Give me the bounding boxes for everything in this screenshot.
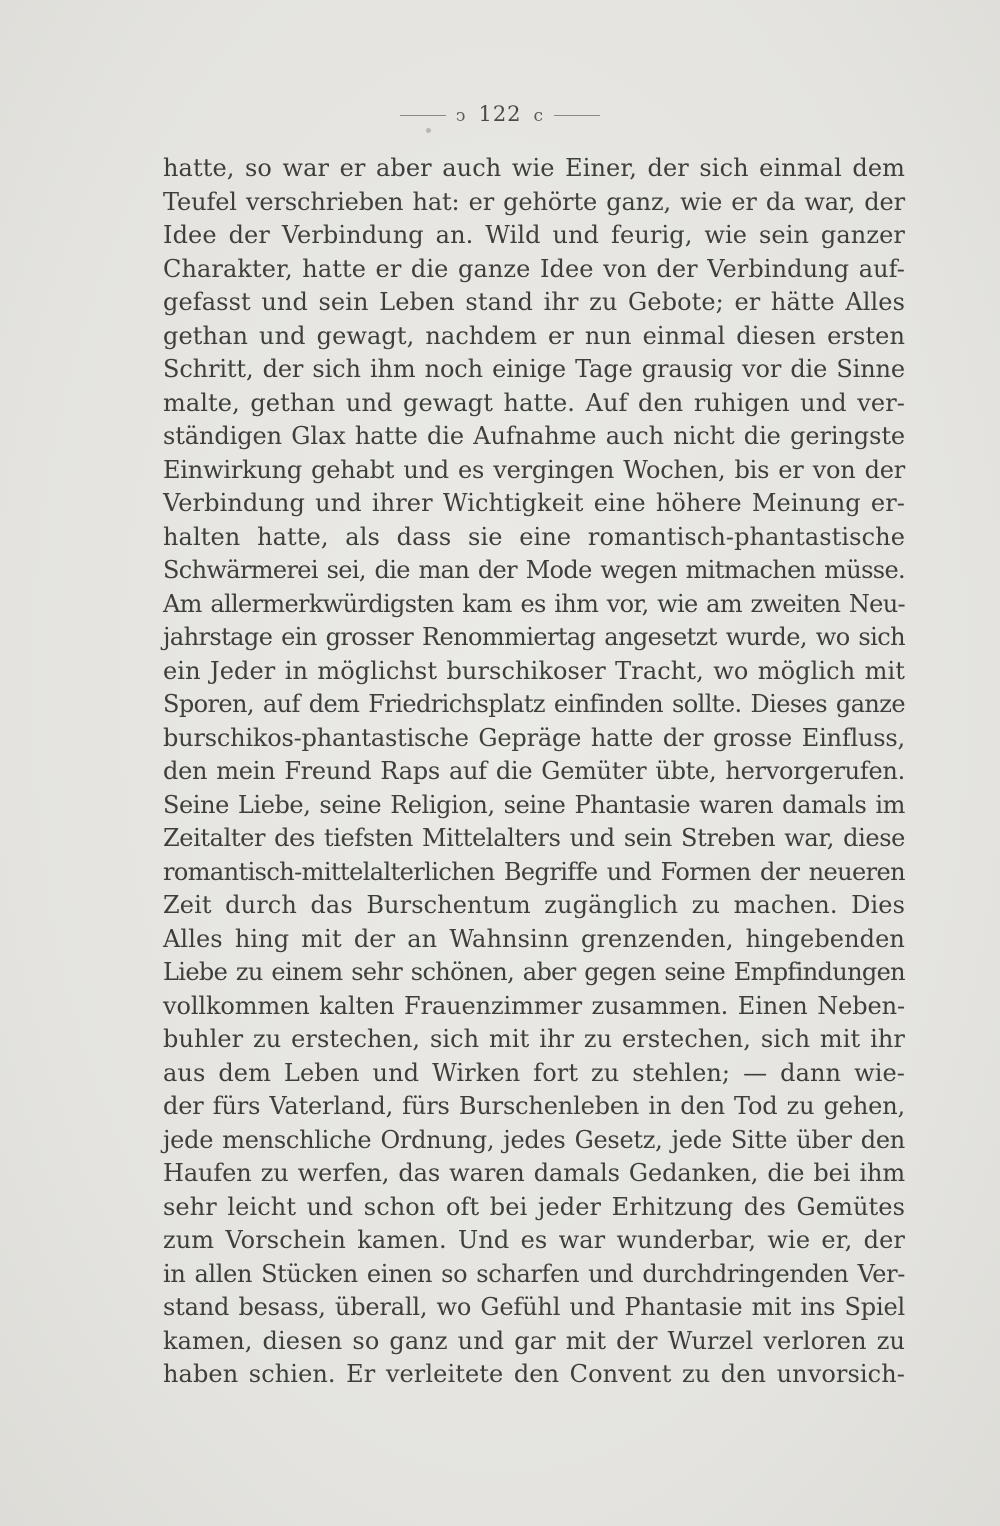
text-line: malte, gethan und gewagt hatte. Auf den ruhigen und ver-: [163, 388, 905, 417]
text-line: Seine Liebe, seine Religion, seine Phantasie waren damals im: [163, 790, 905, 819]
text-line: sehr leicht und schon oft bei jeder Erhitzung des Gemütes: [163, 1192, 905, 1221]
text-line: den mein Freund Raps auf die Gemüter übte, hervorgerufen.: [163, 757, 905, 785]
text-line: Schwärmerei sei, die man der Mode wegen mitmachen müsse.: [163, 556, 905, 584]
page-header: [0, 100, 1000, 130]
page-number: 122: [478, 102, 522, 126]
text-line: stand besass, überall, wo Gefühl und Phantasie mit ins Spiel: [163, 1293, 905, 1321]
text-line: Charakter, hatte er die ganze Idee von der Verbindung auf-: [163, 254, 905, 283]
text-line: in allen Stücken einen so scharfen und durchdringenden Ver-: [163, 1259, 905, 1288]
text-line: gethan und gewagt, nachdem er nun einmal diesen ersten: [163, 321, 905, 350]
text-line: Zeit durch das Burschentum zugänglich zu machen. Dies: [163, 891, 905, 919]
text-line: aus dem Leben und Wirken fort zu stehlen; — dann wie-: [163, 1058, 905, 1087]
text-line: Schritt, der sich ihm noch einige Tage grausig vor die Sinne: [163, 355, 905, 383]
text-line: der fürs Vaterland, fürs Burschenleben in den Tod zu gehen,: [163, 1092, 905, 1120]
text-line: Einwirkung gehabt und es vergingen Wochen, bis er von der: [163, 455, 905, 484]
text-line: Idee der Verbindung an. Wild und feurig, wie sein ganzer: [163, 221, 905, 249]
text-line: Verbindung und ihrer Wichtigkeit eine höhere Meinung er-: [163, 489, 905, 517]
text-line: romantisch-mittelalterlichen Begriffe und Formen der neueren: [163, 857, 905, 886]
text-line: gefasst und sein Leben stand ihr zu Gebote; er hätte Alles: [163, 288, 905, 316]
text-line: buhler zu erstechen, sich mit ihr zu erstechen, sich mit ihr: [163, 1025, 905, 1053]
text-line: vollkommen kalten Frauenzimmer zusammen. Einen Neben-: [163, 991, 905, 1020]
text-line: kamen, diesen so ganz und gar mit der Wurzel verloren zu: [163, 1326, 905, 1355]
right-rule: [554, 115, 600, 116]
text-line: Alles hing mit der an Wahnsinn grenzenden, hingebenden: [163, 924, 905, 953]
text-line: jahrstage ein grosser Renommiertag angesetzt wurde, wo sich: [163, 623, 905, 651]
text-line: Zeitalter des tiefsten Mittelalters und sein Streben war, diese: [163, 824, 905, 852]
text-line: Liebe zu einem sehr schönen, aber gegen seine Empfindungen: [163, 958, 905, 986]
text-line: burschikos-phantastische Gepräge hatte der grosse Einfluss,: [163, 723, 905, 752]
left-ornament: ↄ: [455, 106, 467, 126]
body-text: [163, 152, 905, 1392]
left-rule: [400, 115, 446, 116]
text-line: hatte, so war er aber auch wie Einer, der sich einmal dem: [163, 154, 905, 182]
text-line: ein Jeder in möglichst burschikoser Tracht, wo möglich mit: [163, 656, 905, 685]
text-line: zum Vorschein kamen. Und es war wunderbar, wie er, der: [163, 1226, 905, 1254]
text-line: Haufen zu werfen, das waren damals Gedanken, die bei ihm: [163, 1159, 905, 1187]
text-line: Teufel verschrieben hat: er gehörte ganz, wie er da war, der: [163, 187, 905, 216]
right-ornament: c: [533, 106, 545, 126]
text-line: ständigen Glax hatte die Aufnahme auch nicht die geringste: [163, 422, 905, 450]
text-line: Sporen, auf dem Friedrichsplatz einfinden sollte. Dieses ganze: [163, 690, 905, 718]
paper-speck: [426, 128, 431, 133]
text-line: Am allermerkwürdigsten kam es ihm vor, wie am zweiten Neu-: [163, 589, 905, 618]
text-line: jede menschliche Ordnung, jedes Gesetz, jede Sitte über den: [163, 1125, 905, 1154]
text-line: haben schien. Er verleitete den Convent zu den unvorsich-: [163, 1360, 905, 1388]
text-line: halten hatte, als dass sie eine romantisch-phantastische: [163, 522, 905, 551]
